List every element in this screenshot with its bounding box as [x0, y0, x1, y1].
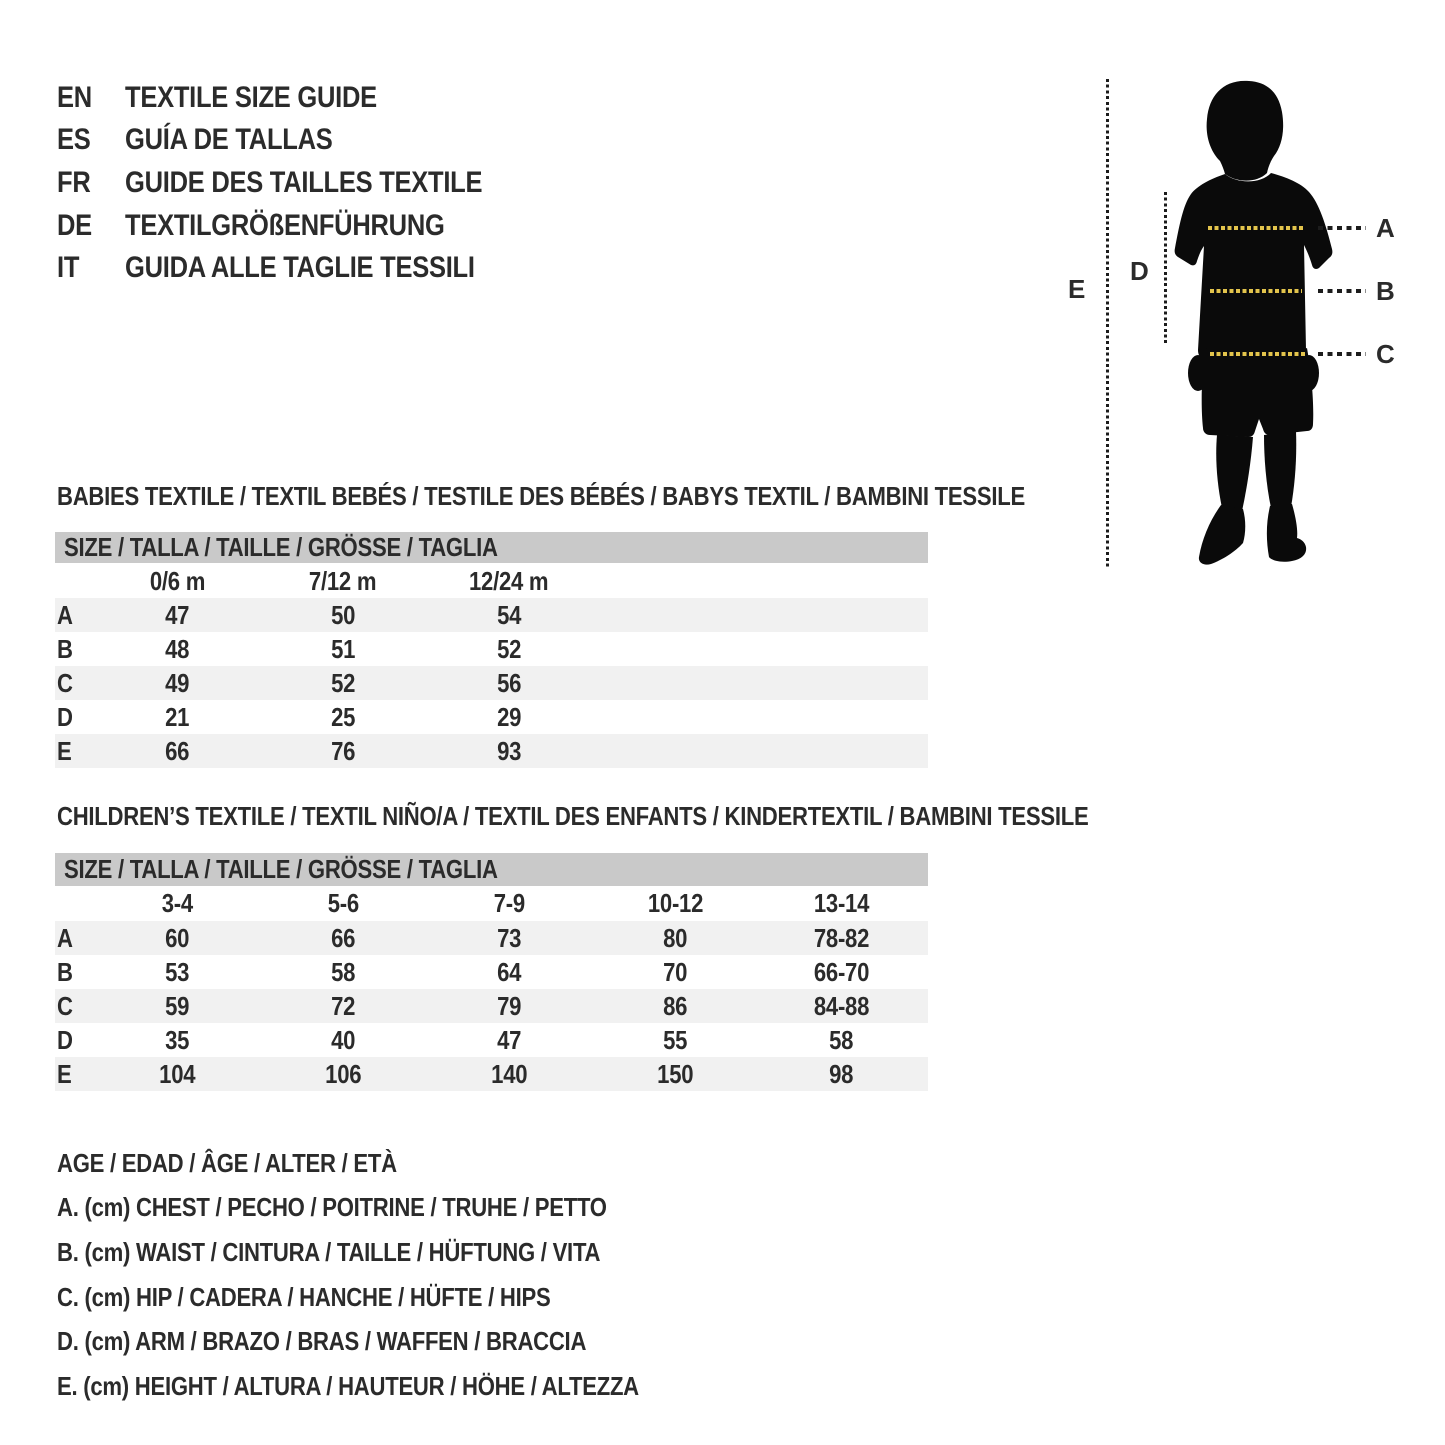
- table-cell: 66: [330, 922, 356, 953]
- table-cell: 76: [330, 735, 356, 766]
- table-cell: 64: [496, 956, 522, 987]
- table-cell: 29: [496, 701, 522, 732]
- arm-measure-dotted-line: [1164, 192, 1167, 344]
- column-header: 13-14: [813, 888, 869, 918]
- table-cell: 106: [324, 1058, 362, 1089]
- table-cell: 70: [662, 956, 688, 987]
- babies-section-heading-text: BABIES TEXTILE / TEXTIL BEBÉS / TESTILE DES BÉBÉS / BABYS TEXTIL / BAMBINI TESSILE: [57, 481, 1025, 511]
- table-cell: 79: [496, 990, 522, 1021]
- row-label: E: [57, 1058, 72, 1089]
- legend-line: C. (cm) HIP / CADERA / HANCHE / HÜFTE / HIPS: [57, 1281, 551, 1312]
- column-header: 5-6: [327, 888, 359, 918]
- language-title: GUIDE DES TAILLES TEXTILE: [125, 166, 483, 200]
- column-header: 3-4: [161, 888, 193, 918]
- row-label: E: [57, 735, 72, 766]
- table-cell: 150: [656, 1058, 694, 1089]
- language-code: ES: [57, 123, 91, 157]
- childrens-table: [55, 921, 928, 1091]
- chest-measure-dashed-line: [1208, 226, 1304, 230]
- row-label: A: [57, 922, 73, 953]
- table-cell: 49: [164, 667, 190, 698]
- measure-label-b: B: [1376, 276, 1395, 306]
- language-title-row: [57, 76, 545, 119]
- column-header: 7-9: [493, 888, 525, 918]
- waist-leader-dashed-line: [1318, 289, 1366, 293]
- row-label: D: [57, 1024, 73, 1055]
- table-cell: 66: [164, 735, 190, 766]
- table-cell: 54: [496, 599, 522, 630]
- table-cell: 35: [164, 1024, 190, 1055]
- table-cell: 48: [164, 633, 190, 664]
- table-cell: 53: [164, 956, 190, 987]
- babies-column-header-row: [55, 565, 928, 598]
- table-cell: 66-70: [813, 956, 869, 987]
- table-cell: 58: [330, 956, 356, 987]
- row-label: B: [57, 956, 73, 987]
- language-code: IT: [57, 251, 80, 285]
- language-code: EN: [57, 80, 92, 114]
- babies-size-header-bar: [55, 532, 928, 563]
- table-row: [55, 598, 928, 632]
- table-cell: 51: [330, 633, 356, 664]
- legend-line: D. (cm) ARM / BRAZO / BRAS / WAFFEN / BRACCIA: [57, 1326, 587, 1357]
- row-label: C: [57, 667, 73, 698]
- column-header: 0/6 m: [149, 566, 205, 596]
- table-cell: 73: [496, 922, 522, 953]
- table-cell: 55: [662, 1024, 688, 1055]
- table-row: [55, 700, 928, 734]
- babies-section-heading: [57, 481, 1196, 511]
- row-label: C: [57, 990, 73, 1021]
- measure-label-e: E: [1068, 274, 1086, 304]
- language-title: TEXTILE SIZE GUIDE: [125, 80, 377, 114]
- legend-line: AGE / EDAD / ÂGE / ALTER / ETÀ: [57, 1147, 397, 1178]
- childrens-section-heading-text: CHILDREN’S TEXTILE / TEXTIL NIÑO/A / TEXTIL DES ENFANTS / KINDERTEXTIL / BAMBINI TESSILE: [57, 801, 1089, 831]
- table-row: [55, 955, 928, 989]
- waist-measure-dashed-line: [1210, 289, 1302, 293]
- legend-line: A. (cm) CHEST / PECHO / POITRINE / TRUHE / PETTO: [57, 1192, 607, 1223]
- childrens-section-heading: [57, 801, 1271, 831]
- childrens-size-header-text: SIZE / TALLA / TAILLE / GRÖSSE / TAGLIA: [64, 854, 498, 884]
- language-title: GUIDA ALLE TAGLIE TESSILI: [125, 251, 475, 285]
- table-row: [55, 921, 928, 955]
- table-row: [55, 666, 928, 700]
- childrens-size-header-bar: [55, 853, 928, 886]
- table-row: [55, 1023, 928, 1057]
- table-row: [55, 989, 928, 1023]
- table-cell: 98: [828, 1058, 854, 1089]
- table-cell: 40: [330, 1024, 356, 1055]
- table-cell: 80: [662, 922, 688, 953]
- table-cell: 140: [490, 1058, 528, 1089]
- language-title-row: [57, 161, 545, 204]
- legend-line: B. (cm) WAIST / CINTURA / TAILLE / HÜFTUNG / VITA: [57, 1236, 601, 1267]
- column-header: 12/24 m: [469, 566, 549, 596]
- table-cell: 84-88: [813, 990, 869, 1021]
- table-cell: 60: [164, 922, 190, 953]
- row-label: D: [57, 701, 73, 732]
- table-cell: 50: [330, 599, 356, 630]
- measure-label-a: A: [1376, 213, 1395, 243]
- table-cell: 104: [158, 1058, 196, 1089]
- chest-leader-dashed-line: [1318, 226, 1366, 230]
- table-cell: 78-82: [813, 922, 869, 953]
- table-cell: 47: [496, 1024, 522, 1055]
- column-header: 7/12 m: [309, 566, 377, 596]
- legend-line: E. (cm) HEIGHT / ALTURA / HAUTEUR / HÖHE / ALTEZZA: [57, 1370, 639, 1401]
- table-cell: 59: [164, 990, 190, 1021]
- babies-size-header-text: SIZE / TALLA / TAILLE / GRÖSSE / TAGLIA: [64, 532, 498, 562]
- language-title-row: [57, 246, 545, 289]
- table-cell: 58: [828, 1024, 854, 1055]
- hip-measure-dashed-line: [1210, 352, 1306, 356]
- measurement-legend: [57, 1141, 742, 1409]
- language-title-row: [57, 119, 545, 162]
- row-label: A: [57, 599, 73, 630]
- hip-leader-dashed-line: [1318, 352, 1366, 356]
- table-cell: 25: [330, 701, 356, 732]
- babies-table: [55, 598, 928, 768]
- table-cell: 47: [164, 599, 190, 630]
- language-title: GUÍA DE TALLAS: [125, 123, 333, 157]
- table-cell: 21: [164, 701, 190, 732]
- language-code: FR: [57, 166, 91, 200]
- table-cell: 72: [330, 990, 356, 1021]
- table-row: [55, 632, 928, 666]
- table-row: [55, 734, 928, 768]
- measure-label-d: D: [1130, 256, 1149, 286]
- table-cell: 93: [496, 735, 522, 766]
- column-header: 10-12: [647, 888, 703, 918]
- language-title: TEXTILGRÖßENFÜHRUNG: [125, 208, 445, 242]
- table-row: [55, 1057, 928, 1091]
- table-cell: 86: [662, 990, 688, 1021]
- table-cell: 52: [330, 667, 356, 698]
- childrens-column-header-row: [55, 887, 928, 920]
- child-silhouette-shape: [1175, 81, 1333, 565]
- language-title-row: [57, 204, 545, 247]
- table-cell: 56: [496, 667, 522, 698]
- row-label: B: [57, 633, 73, 664]
- measure-label-c: C: [1376, 339, 1395, 369]
- table-cell: 52: [496, 633, 522, 664]
- language-code: DE: [57, 208, 92, 242]
- title-language-list: [57, 76, 545, 289]
